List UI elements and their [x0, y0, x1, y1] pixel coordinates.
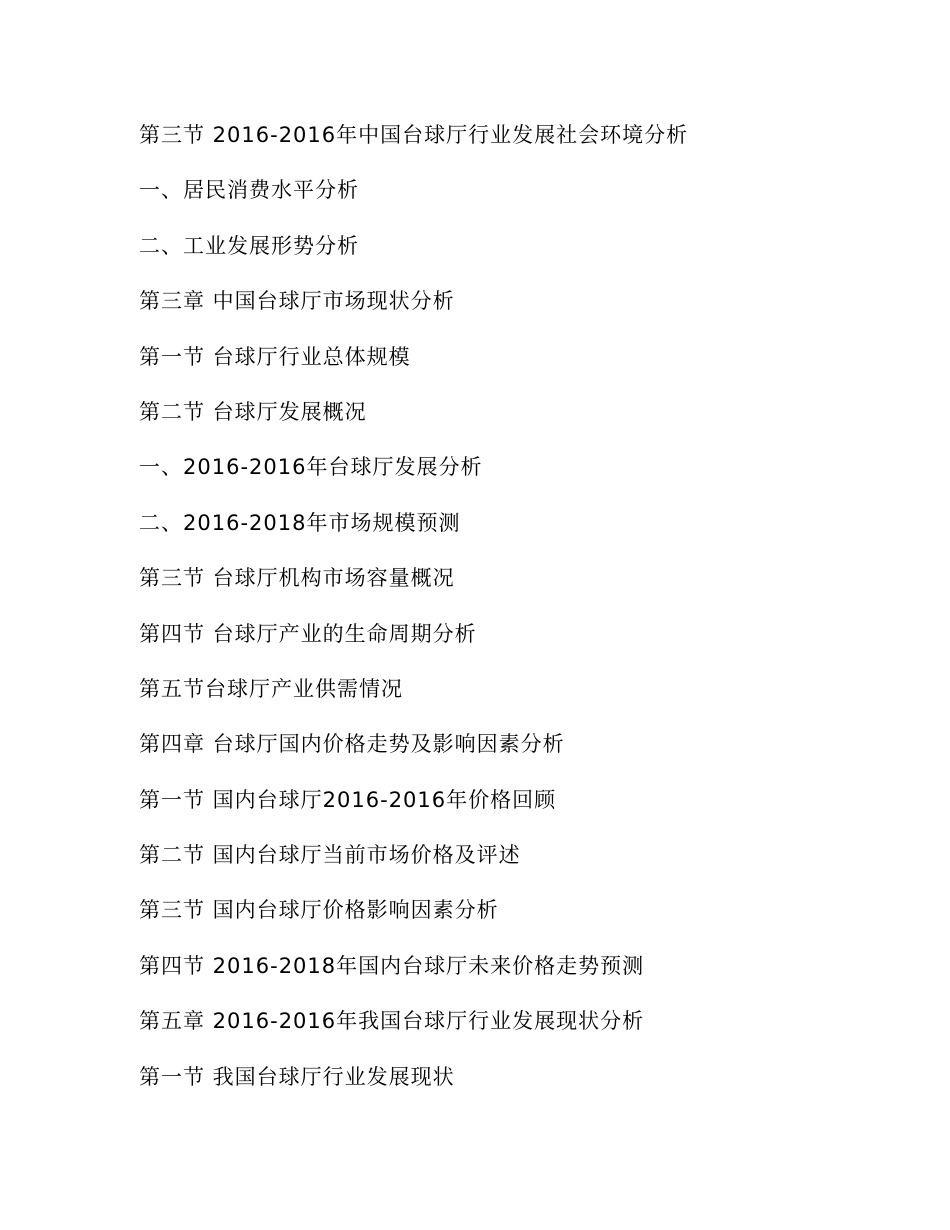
toc-line: 第二节 台球厅发展概况: [139, 399, 367, 424]
toc-line: 第一节 国内台球厅2016-2016年价格回顾: [139, 787, 557, 812]
toc-line: 第四章 台球厅国内价格走势及影响因素分析: [139, 732, 565, 757]
toc-line: 第四节 2016-2018年国内台球厅未来价格走势预测: [139, 953, 645, 978]
toc-line: 第三节 国内台球厅价格影响因素分析: [139, 898, 499, 923]
toc-line: 第三章 中国台球厅市场现状分析: [139, 289, 455, 314]
toc-line: 一、2016-2016年台球厅发展分析: [139, 455, 483, 480]
toc-line: 第二节 国内台球厅当前市场价格及评述: [139, 843, 521, 868]
toc-line: 一、居民消费水平分析: [139, 178, 359, 203]
toc-line: 第一节 台球厅行业总体规模: [139, 344, 411, 369]
toc-line: 第三节 2016-2016年中国台球厅行业发展社会环境分析: [139, 123, 689, 147]
table-of-contents: [139, 116, 899, 1113]
toc-line: 第五节台球厅产业供需情况: [139, 676, 403, 701]
toc-line: 第一节 我国台球厅行业发展现状: [139, 1064, 455, 1089]
toc-line: 二、工业发展形势分析: [139, 233, 359, 258]
toc-line: 二、2016-2018年市场规模预测: [139, 510, 461, 535]
toc-line: 第四节 台球厅产业的生命周期分析: [139, 621, 477, 646]
toc-line: 第五章 2016-2016年我国台球厅行业发展现状分析: [139, 1009, 645, 1034]
toc-line: 第三节 台球厅机构市场容量概况: [139, 566, 455, 591]
